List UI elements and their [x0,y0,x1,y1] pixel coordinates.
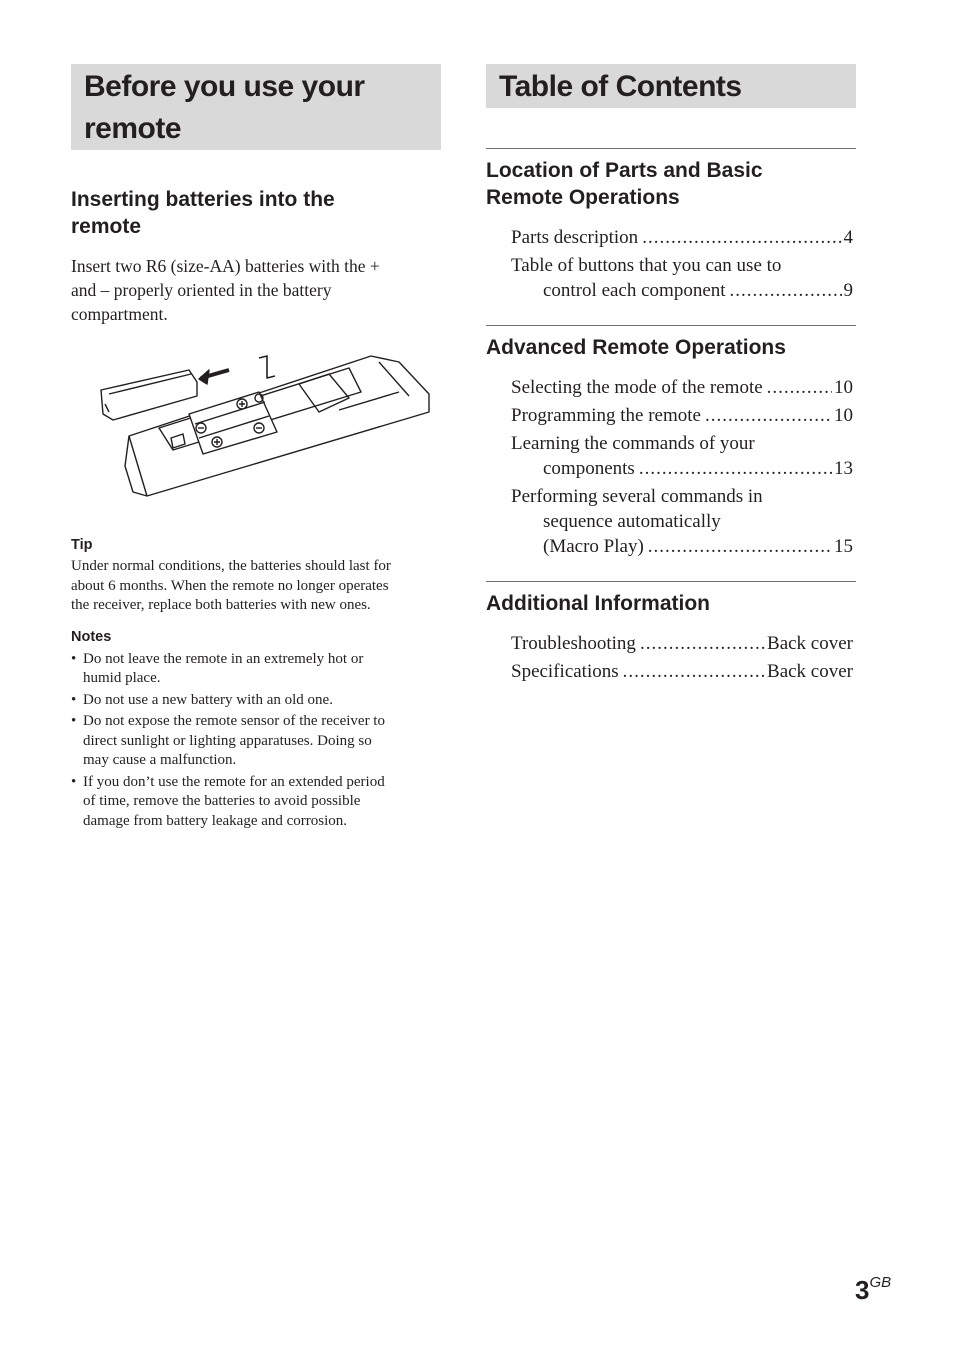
intro-line: compartment. [71,304,168,324]
toc-entry-title: control each component [543,280,726,301]
intro-line: Insert two R6 (size-AA) batteries with the + [71,256,380,276]
toc-entry[interactable] [511,403,853,428]
toc-page-number: 4 [843,227,853,248]
toc-section-heading-line: Additional Information [486,592,710,615]
note-item [71,712,441,771]
toc-page-number: Back cover [767,633,853,654]
battery-insertion-illustration [71,354,441,514]
toc-list [511,631,853,684]
note-line: of time, remove the batteries to avoid possible [83,793,361,809]
intro-paragraph [71,254,441,326]
note-item [71,773,441,832]
bullet: • [71,650,77,667]
toc-section-heading-line: Advanced Remote Operations [486,336,786,359]
section-heading-line: remote [71,215,142,238]
toc-entry-title: Performing several commands in [511,486,763,507]
toc-page-number: 10 [834,405,853,426]
toc-list [511,225,853,303]
leader-dots [642,225,841,250]
right-column [486,64,856,687]
toc-entry[interactable] [511,253,853,303]
toc-section [486,149,856,303]
toc-entry[interactable] [511,225,853,250]
toc-page-number: 15 [834,536,853,557]
page-title-line: remote [84,112,182,145]
toc-entry-title: Table of buttons that you can use to [511,255,782,276]
toc-entry-title: sequence automatically [543,511,721,532]
toc-entry[interactable] [511,631,853,656]
tip-line: the receiver, replace both batteries with new ones. [71,597,371,613]
leader-dots [640,631,765,656]
page-number-value: 3 [855,1275,870,1305]
leader-dots [623,659,765,684]
note-line: If you don’t use the remote for an extended period [83,773,385,790]
notes-heading: Notes [71,628,112,645]
bullet: • [71,691,77,708]
tip-line: about 6 months. When the remote no longer operates [71,577,389,594]
note-line: humid place. [83,670,161,686]
leader-dots [639,456,832,481]
left-column [71,64,441,833]
toc-entry-title: Learning the commands of your [511,433,755,454]
note-line: Do not expose the remote sensor of the receiver to [83,713,385,729]
toc-section-heading [486,334,856,361]
intro-line: and – properly oriented in the battery [71,280,332,300]
leader-dots [705,403,832,428]
note-item [71,650,441,689]
toc-entry[interactable] [511,431,853,481]
toc-entry-title: components [543,458,635,479]
notes-list [71,650,441,832]
toc-section-heading-line: Remote Operations [486,186,680,209]
toc-title: Table of Contents [486,64,856,108]
toc-section-heading [486,157,856,211]
toc-entry-title: Specifications [511,661,619,682]
bullet: • [71,773,77,790]
toc-entry-title: Selecting the mode of the remote [511,377,763,398]
toc-entry[interactable] [511,659,853,684]
tip-line: Under normal conditions, the batteries should last for [71,558,391,574]
page-title [71,64,441,150]
toc-entry-title: (Macro Play) [543,536,644,557]
toc-entry-title: Programming the remote [511,405,701,426]
tip-text [71,557,441,616]
toc-entry-title: Parts description [511,227,639,248]
leader-dots [648,534,832,559]
toc-section-heading [486,590,856,617]
toc-page-number: Back cover [767,661,853,682]
leader-dots [730,278,842,303]
toc-entry[interactable] [511,375,853,400]
toc-page-number: 10 [834,377,853,398]
section-heading [71,186,441,240]
toc-list [511,375,853,559]
toc-page-number: 13 [834,458,853,479]
tip-heading: Tip [71,537,93,553]
page-title-line: Before you use your [84,70,365,103]
toc-section-heading-line: Location of Parts and Basic [486,159,763,182]
page-number [855,1275,891,1306]
page-number-suffix: GB [869,1274,892,1292]
note-line: damage from battery leakage and corrosion. [83,812,348,829]
note-line: Do not use a new battery with an old one. [83,691,333,708]
toc-section [486,326,856,559]
note-line: Do not leave the remote in an extremely hot or [83,650,364,667]
toc-entry-title: Troubleshooting [511,633,636,654]
leader-dots [767,375,832,400]
toc-entry[interactable] [511,484,853,559]
section-heading-line: Inserting batteries into the [71,188,335,211]
note-item [71,691,441,711]
toc-page-number: 9 [843,280,853,301]
bullet: • [71,713,77,729]
note-line: direct sunlight or lighting apparatuses. Doing so [83,732,372,749]
note-line: may cause a malfunction. [83,752,237,768]
remote-battery-illustration [99,354,439,504]
toc-section [486,582,856,684]
